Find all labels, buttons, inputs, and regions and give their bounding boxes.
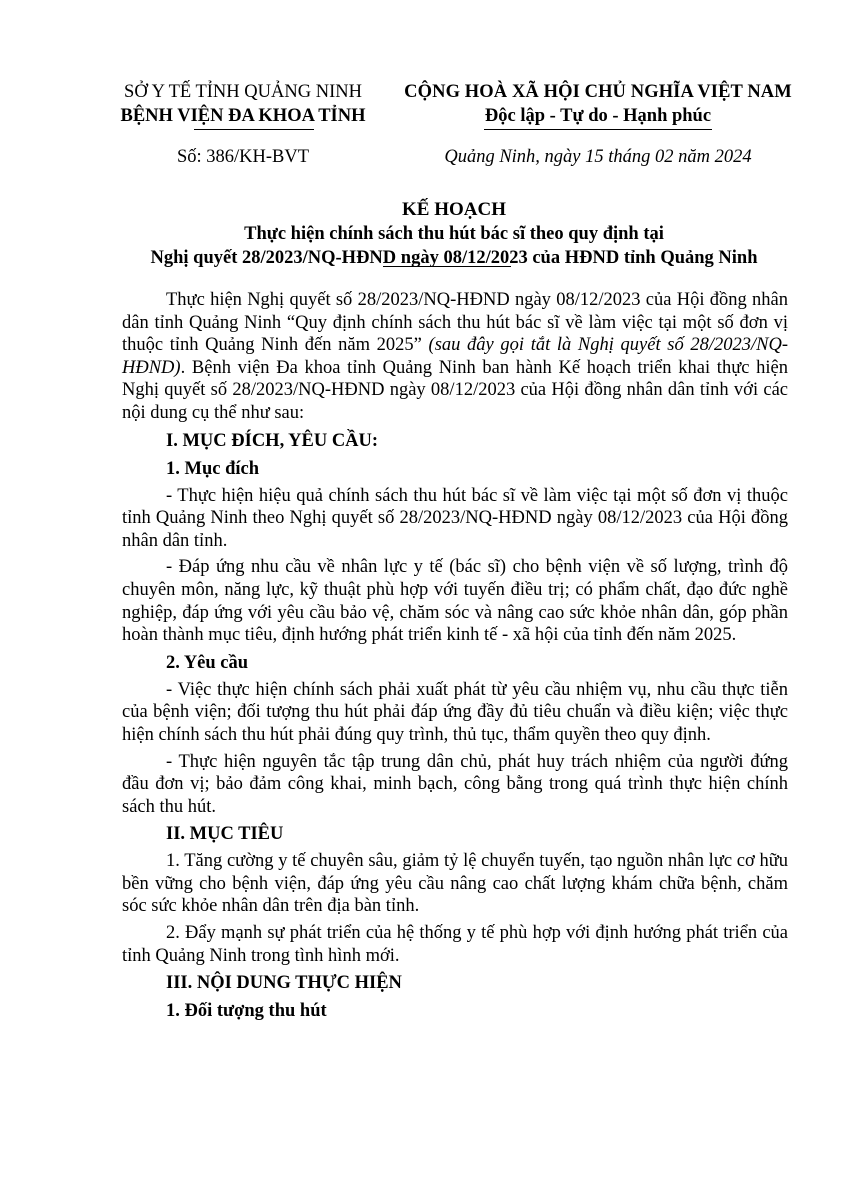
title-type: KẾ HOẠCH [402,199,506,220]
agency-underline [194,129,314,130]
motto-underline [484,129,712,130]
paragraph: 1. Tăng cường y tế chuyên sâu, giảm tỷ lệ chuyển tuyến, tạo nguồn nhân lực cơ hữu bền vững cho bệnh viện, đáp ứng yêu cầu nâng cao chất lượng khám chữa bệnh, chăm sóc sức khỏe nhân dân trên địa bàn tỉnh. [122,851,788,917]
section-3-1-heading: 1. Đối tượng thu hút [166,1001,327,1022]
intro-text-end: . Bệnh viện Đa khoa tỉnh Quảng Ninh ban hành Kế hoạch triển khai thực hiện Nghị quyết số 28/2023/NQ-HĐND ngày 08/12/2023 của Hội đồng nhân dân tỉnh với các nội dung cụ thể như sau: [122,357,788,423]
national-motto [388,80,808,128]
section-3-heading: III. NỘI DUNG THỰC HIỆN [166,973,402,994]
document-number: Số: 386/KH-BVT [176,147,310,167]
title-subject-line2: Nghị quyết 28/2023/NQ-HĐND ngày 08/12/2023 của HĐND tỉnh Quảng Ninh [150,248,758,268]
paragraph: - Việc thực hiện chính sách phải xuất phát từ yêu cầu nhiệm vụ, nhu cầu thực tiễn của bệnh viện; đối tượng thu hút phải đáp ứng đầy đủ tiêu chuẩn và điều kiện; việc thực hiện chính sách thu hút phải đúng quy trình, thủ tục, thẩm quyền theo quy định. [122,679,788,745]
section-1-heading: I. MỤC ĐÍCH, YÊU CẦU: [166,430,379,451]
paragraph: 2. Đẩy mạnh sự phát triển của hệ thống y tế phù hợp với định hướng phát triển của tỉnh Quảng Ninh trong tình hình mới. [122,923,788,966]
paragraph: - Thực hiện nguyên tắc tập trung dân chủ, phát huy trách nhiệm của người đứng đầu đơn vị; bảo đảm công khai, minh bạch, công bằng trong quá trình thực hiện chính sách thu hút. [122,751,788,817]
country-name: CỘNG HOÀ XÃ HỘI CHỦ NGHĨA VIỆT NAM [404,82,792,102]
document-body [122,289,788,1027]
motto: Độc lập - Tự do - Hạnh phúc [484,106,712,126]
section-1-2-heading: 2. Yêu cầu [166,652,249,673]
agency-parent: SỞ Y TẾ TỈNH QUẢNG NINH [124,82,362,102]
issuing-agency [98,80,388,128]
paragraph: - Đáp ứng nhu cầu về nhân lực y tế (bác sĩ) cho bệnh viện về số lượng, trình độ chuyên môn, năng lực, kỹ thuật phù hợp với tuyến điều trị; có phẩm chất, đạo đức nghề nghiệp, đáp ứng với yêu cầu bảo vệ, chăm sóc và nâng cao sức khỏe nhân dân, góp phần hoàn thành mục tiêu, định hướng phát triển kinh tế - xã hội của tỉnh đến năm 2025. [122,557,788,646]
section-2-heading: II. MỤC TIÊU [166,824,284,845]
paragraph: - Thực hiện hiệu quả chính sách thu hút bác sĩ về làm việc tại một số đơn vị thuộc tỉnh Quảng Ninh theo Nghị quyết số 28/2023/NQ-HĐND ngày 08/12/2023 của Hội đồng nhân dân tỉnh. [122,485,788,551]
section-1-1-heading: 1. Mục đích [166,458,260,479]
intro-italic-note: (sau đây gọi tắt là Nghị quyết số 28/2023/NQ-HĐND) [122,335,788,378]
title-underline [383,266,511,267]
title-subject-line1: Thực hiện chính sách thu hút bác sĩ theo quy định tại [244,224,664,244]
intro-paragraph [122,289,788,425]
intro-text: Thực hiện Nghị quyết số 28/2023/NQ-HĐND ngày 08/12/2023 của Hội đồng nhân dân tỉnh Quảng Ninh “Quy định chính sách thu hút bác sĩ về làm việc tại một số đơn vị thuộc tỉnh Quảng Ninh đến năm 2025” [122,290,788,356]
agency-name: BỆNH VIỆN ĐA KHOA TỈNH [120,106,366,126]
document-title [98,198,810,270]
document-date: Quảng Ninh, ngày 15 tháng 02 năm 2024 [444,147,752,167]
